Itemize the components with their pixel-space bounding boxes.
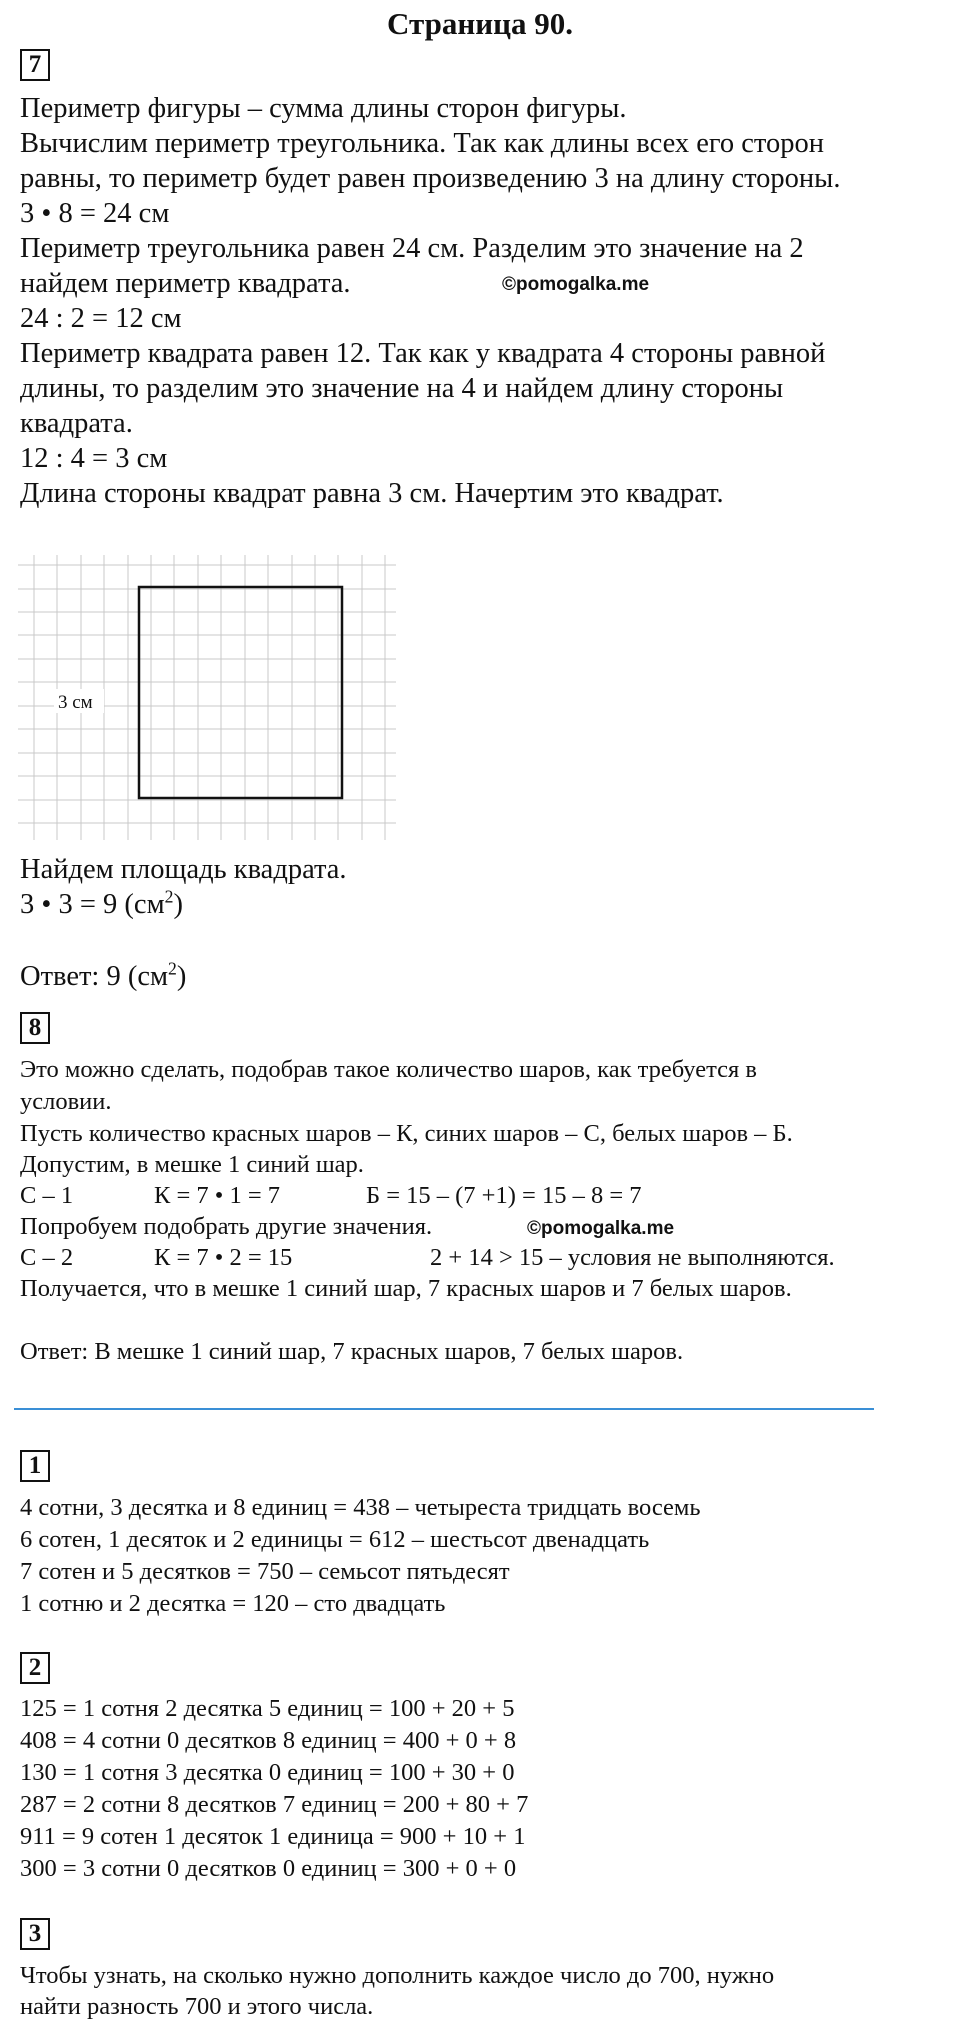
task2-line-3: 130 = 1 сотня 3 десятка 0 единиц = 100 + 30 + 0 bbox=[20, 1759, 515, 1786]
row1-blue: С – 1 bbox=[20, 1182, 74, 1209]
watermark: ©pomogalka.me bbox=[502, 274, 650, 295]
task3-line-1: Чтобы узнать, на сколько нужно дополнить каждое число до 700, нужно bbox=[20, 1962, 775, 1989]
row1-white: Б = 15 – (7 +1) = 15 – 8 = 7 bbox=[366, 1182, 642, 1209]
task7-line-7: 24 : 2 = 12 см bbox=[20, 303, 182, 334]
task-number-8: 8 bbox=[20, 1012, 50, 1044]
side-length-label: 3 см bbox=[58, 692, 93, 713]
task1-line-2: 6 сотен, 1 десяток и 2 единицы = 612 – шестьсот двенадцать bbox=[20, 1526, 650, 1553]
row2-blue: С – 2 bbox=[20, 1244, 74, 1271]
task2-line-4: 287 = 2 сотни 8 десятков 7 единиц = 200 + 80 + 7 bbox=[20, 1791, 529, 1818]
page-title: Страница 90. bbox=[387, 6, 573, 41]
row2-check: 2 + 14 > 15 – условия не выполняются. bbox=[430, 1244, 835, 1271]
task7-line-1: Периметр фигуры – сумма длины сторон фигуры. bbox=[20, 93, 627, 124]
task2-line-6: 300 = 3 сотни 0 десятков 0 единиц = 300 + 0 + 0 bbox=[20, 1855, 517, 1882]
task7-line-4: 3 • 8 = 24 см bbox=[20, 198, 170, 229]
task7-line-8: Периметр квадрата равен 12. Так как у квадрата 4 стороны равной bbox=[20, 338, 826, 369]
task2-line-5: 911 = 9 сотен 1 десяток 1 единица = 900 + 10 + 1 bbox=[20, 1823, 526, 1850]
task7-line-11: 12 : 4 = 3 см bbox=[20, 443, 168, 474]
section-divider bbox=[14, 1408, 874, 1410]
task2-line-2: 408 = 4 сотни 0 десятков 8 единиц = 400 + 0 + 8 bbox=[20, 1727, 517, 1754]
task7-line-12: Длина стороны квадрат равна 3 см. Начертим это квадрат. bbox=[20, 478, 724, 509]
task8-line-3: Пусть количество красных шаров – К, синих шаров – С, белых шаров – Б. bbox=[20, 1120, 793, 1147]
task8-try-line: Попробуем подобрать другие значения. bbox=[20, 1213, 433, 1240]
task1-line-4: 1 сотню и 2 десятка = 120 – сто двадцать bbox=[20, 1590, 446, 1617]
task7-line-6: найдем периметр квадрата. bbox=[20, 268, 351, 299]
area-calculation: 3 • 3 = 9 $(см^2)$ bbox=[20, 886, 183, 920]
task-number-1: 1 bbox=[20, 1450, 50, 1482]
task8-result: Получается, что в мешке 1 синий шар, 7 красных шаров и 7 белых шаров. bbox=[20, 1275, 792, 1302]
task3-line-2: найти разность 700 и этого числа. bbox=[20, 1993, 374, 2020]
task7-line-9: длины, то разделим это значение на 4 и найдем длину стороны bbox=[20, 373, 784, 404]
row1-red: К = 7 • 1 = 7 bbox=[154, 1182, 281, 1209]
area-line: Найдем площадь квадрата. bbox=[20, 854, 347, 885]
task8-line-1: Это можно сделать, подобрав такое количество шаров, как требуется в bbox=[20, 1056, 757, 1083]
task8-line-4: Допустим, в мешке 1 синий шар. bbox=[20, 1151, 364, 1178]
task7-line-5: Периметр треугольника равен 24 см. Разделим это значение на 2 bbox=[20, 233, 804, 264]
task8-answer: Ответ: В мешке 1 синий шар, 7 красных шаров, 7 белых шаров. bbox=[20, 1338, 684, 1365]
square-figure bbox=[18, 555, 396, 840]
task7-line-10: квадрата. bbox=[20, 408, 133, 439]
task-number-7: 7 bbox=[20, 49, 50, 81]
task7-answer: Ответ: 9 $(см^2)$ bbox=[20, 958, 187, 992]
task1-line-1: 4 сотни, 3 десятка и 8 единиц = 438 – четыреста тридцать восемь bbox=[20, 1494, 701, 1521]
watermark: ©pomogalka.me bbox=[527, 1218, 675, 1239]
task7-line-2: Вычислим периметр треугольника. Так как длины всех его сторон bbox=[20, 128, 824, 159]
task2-line-1: 125 = 1 сотня 2 десятка 5 единиц = 100 + 20 + 5 bbox=[20, 1695, 515, 1722]
task8-line-2: условии. bbox=[20, 1088, 112, 1115]
task7-line-3: равны, то периметр будет равен произведению 3 на длину стороны. bbox=[20, 163, 841, 194]
square-outline bbox=[139, 587, 342, 798]
task-number-2: 2 bbox=[20, 1652, 50, 1684]
row2-red: К = 7 • 2 = 15 bbox=[154, 1244, 293, 1271]
task-number-3: 3 bbox=[20, 1918, 50, 1950]
task1-line-3: 7 сотен и 5 десятков = 750 – семьсот пятьдесят bbox=[20, 1558, 510, 1585]
